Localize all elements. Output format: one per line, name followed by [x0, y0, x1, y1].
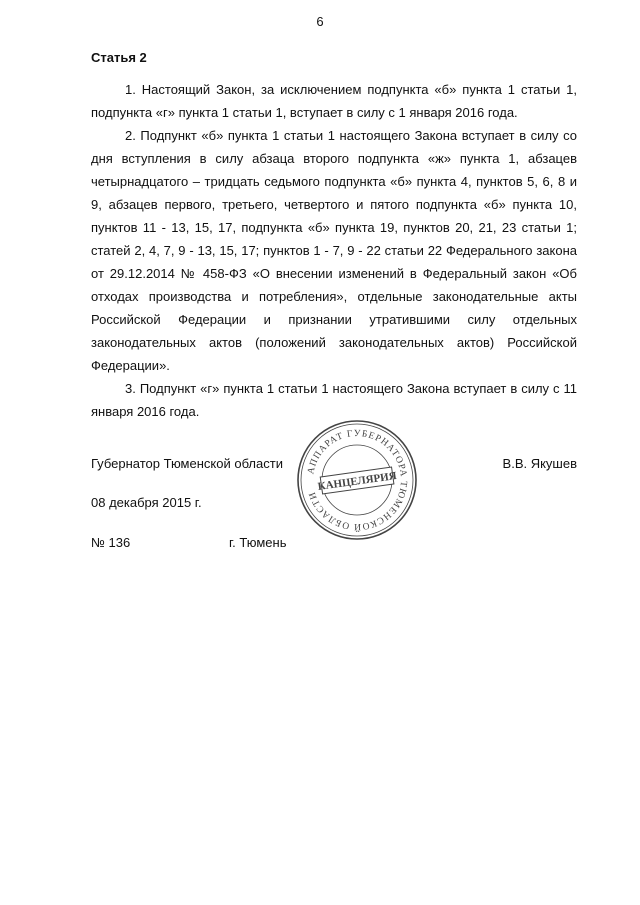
signatory-name: В.В. Якушев [502, 456, 577, 471]
article-paragraph-1: 1. Настоящий Закон, за исключением подпункта «б» пункта 1 статьи 1, подпункта «г» пункта 1 статьи 1, вступает в силу с 1 января 2016 года. [91, 82, 577, 120]
article-2 [91, 48, 577, 423]
article-paragraph-3: 3. Подпункт «г» пункта 1 статьи 1 настоящего Закона вступает в силу с 11 января 2016 года. [91, 381, 577, 419]
law-number: № 136 [91, 535, 131, 550]
signing-city: г. Тюмень [229, 535, 287, 550]
svg-text:КАНЦЕЛЯРИЯ: КАНЦЕЛЯРИЯ [316, 470, 398, 493]
signatory-role: Губернатор Тюменской области [91, 456, 283, 471]
article-title: Статья 2 [91, 50, 147, 65]
svg-text:АППАРАТ ГУБЕРНАТОРА ТЮМЕНСКОЙ: АППАРАТ ГУБЕРНАТОРА ТЮМЕНСКОЙ ОБЛАСТИ [306, 428, 409, 532]
signing-date: 08 декабря 2015 г. [91, 495, 202, 510]
page-number: 6 [316, 14, 324, 29]
article-paragraph-2: 2. Подпункт «б» пункта 1 статьи 1 настоящего Закона вступает в силу со дня вступления в силу абзаца второго подпункта «ж» пункта 1, абзацев четырнадцатого – тридцать седьмого подпункта «б» пункта 4, пунктов 5, 6, 8 и 9, абзацев первого, третьего, четвертого и пятого подпункта «б» пункта 10, пунктов 11 - 13, 15, 17, подпункта «б» пункта 19, пунктов 20, 21, 23 статьи 1; статей 2, 4, 7, 9 - 13, 15, 17; пунктов 1 - 7, 9 - 22 статьи 22 Федерального закона от 29.12.2014 № 458-ФЗ «О внесении изменений в Федеральный закон «Об отходах производства и потребления», отдельные законодательные акты Российской Федерации и признании утратившими силу отдельных законодательных актов (положений законодательных актов) Российской Федерации». [91, 128, 577, 373]
official-seal-stamp [294, 417, 420, 543]
